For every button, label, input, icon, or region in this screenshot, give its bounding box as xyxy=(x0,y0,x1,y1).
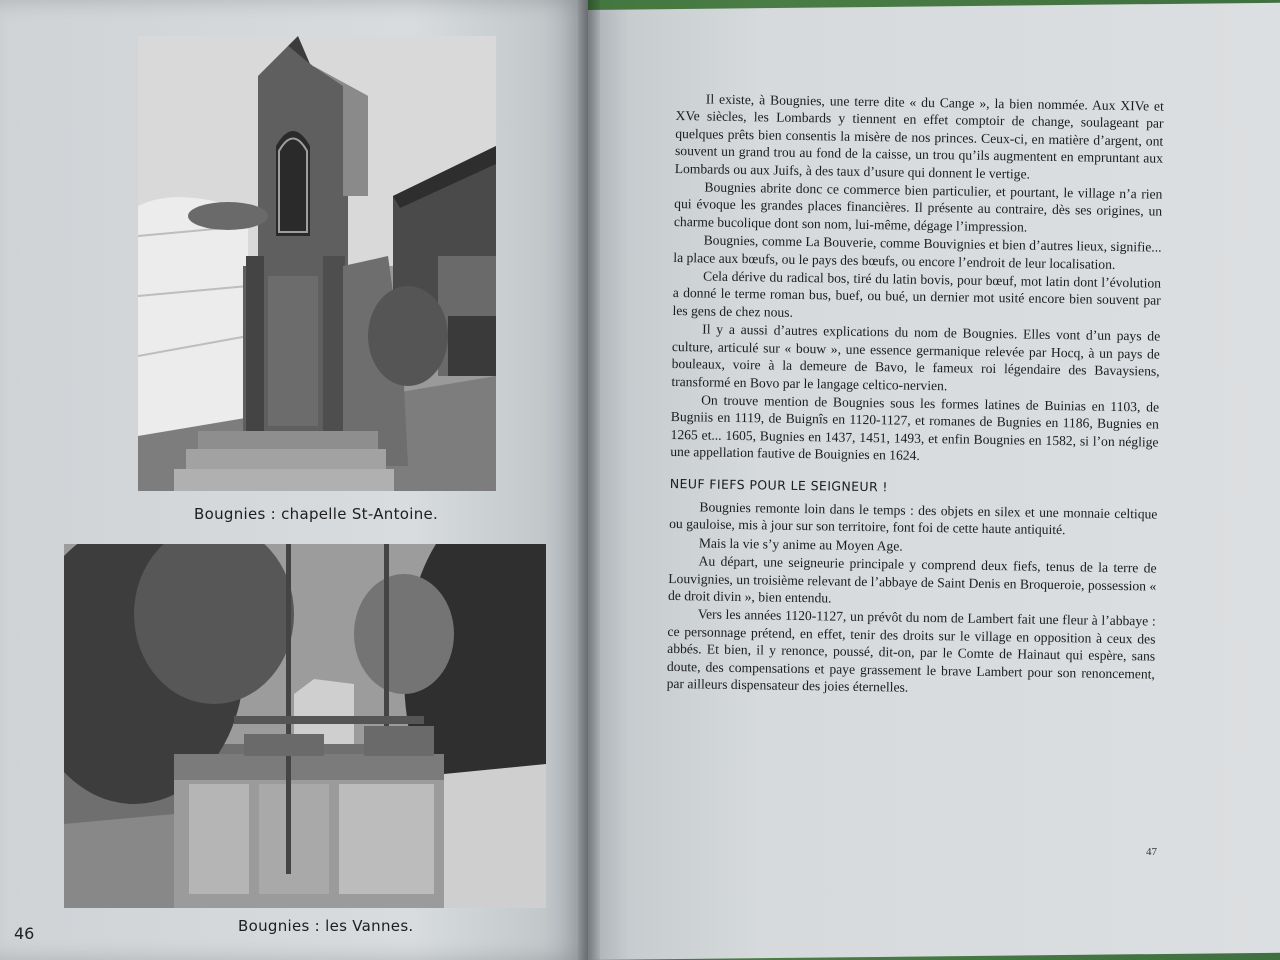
chapel-photo-image xyxy=(138,36,496,491)
paragraph: Il y a aussi d’autres explications du nom de Bougnies. Elles vont d’un pays de culture, articulé sur « bouw », une essence germanique relevée par Hocq, à un pays de bouleaux, voire à la demeure de Bavo, le fameux roi légendaire des Bavaysiens, transformé en Bovo par le langage celtico-nervien. xyxy=(671,321,1161,393)
photo-chapelle-st-antoine xyxy=(138,36,496,491)
caption-chapelle: Bougnies : chapelle St-Antoine. xyxy=(194,505,439,523)
paragraph: On trouve mention de Bougnies sous les formes latines de Buinias en 1103, de Bugniis en 1119, de Buignîs en 1120-1127, et romanes de Bugnies en 1186, Bugnies en 1265 et... 1605, Bugnies en 1437, 1451, 1493, et enfin Bougnies en 1582, si l’on néglige une appellation fautive de Bouignies en 1624. xyxy=(670,392,1160,463)
paragraph: Bougnies abrite donc ce commerce bien particulier, et pourtant, le village n’a rien qui évoque les grandes places financières. Il présente au contraire, dès ses origines, un charme bucolique dont son nom, lui-même, dégage l’impression. xyxy=(673,179,1163,235)
paragraph: Cela dérive du radical bos, tiré du latin bovis, pour bœuf, mot latin dont l’évolution a donné le terme roman bus, buef, ou bué, un dernier mot usité encore bien souvent par les gens de chez nous. xyxy=(672,268,1162,320)
paragraph: Au départ, une seigneurie principale y comprend deux fiefs, tenus de la terre de Louvignies, un troisième relevant de l’abbaye de Saint Denis en Broqueroie, possession « de droit divin », bien entendu. xyxy=(667,553,1157,606)
right-page-text xyxy=(667,90,1164,701)
photo-les-vannes xyxy=(64,544,546,908)
page-number-left: 46 xyxy=(14,924,35,943)
paragraph: Vers les années 1120-1127, un prévôt du nom de Lambert fait une fleur à l’abbaye : ce personnage prétend, en effet, tenir des droits sur le village en opposition à ceux des abbés. Et bien, il y renonce, poussé, dit-on, par le Comte de Hainaut qui espère, sans doute, des compensations et paye grassement le brave Lambert pour son renoncement, par ailleurs dispensateur des joies éternelles. xyxy=(666,606,1156,695)
paragraph: Mais la vie s’y anime au Moyen Age. xyxy=(698,535,903,554)
book-gutter xyxy=(578,0,600,960)
paragraph: Il existe, à Bougnies, une terre dite « du Cange », la bien nommée. Aux XIVe et XVe siècles, les Lombards y tiennent en effet comptoir de change, soulageant par quelques prêts bien consentis la misère de nos princes. Ceux-ci, en matière d’argent, ont souvent un grand trou au fond de la caisse, un trou qu’ils augmentent en empruntant aux Lombards ou aux Juifs, à des taux d’usure qui donnent le vertige. xyxy=(674,91,1164,182)
page-number-right: 47 xyxy=(1146,846,1157,858)
vannes-photo-image xyxy=(64,544,546,908)
paragraph: Bougnies, comme La Bouverie, comme Bouvignies et bien d’autres lieux, signifie... la place aux bœufs, ou le pays des bœufs, ou encore l’endroit de leur localisation. xyxy=(673,232,1162,272)
caption-vannes: Bougnies : les Vannes. xyxy=(238,917,414,935)
section-heading: NEUF FIEFS POUR LE SEIGNEUR ! xyxy=(669,475,889,494)
paragraph: Bougnies remonte loin dans le temps : des objets en silex et une monnaie celtique ou gauloise, mis à jour sur son territoire, font foi de cette haute antiquité. xyxy=(669,499,1158,538)
